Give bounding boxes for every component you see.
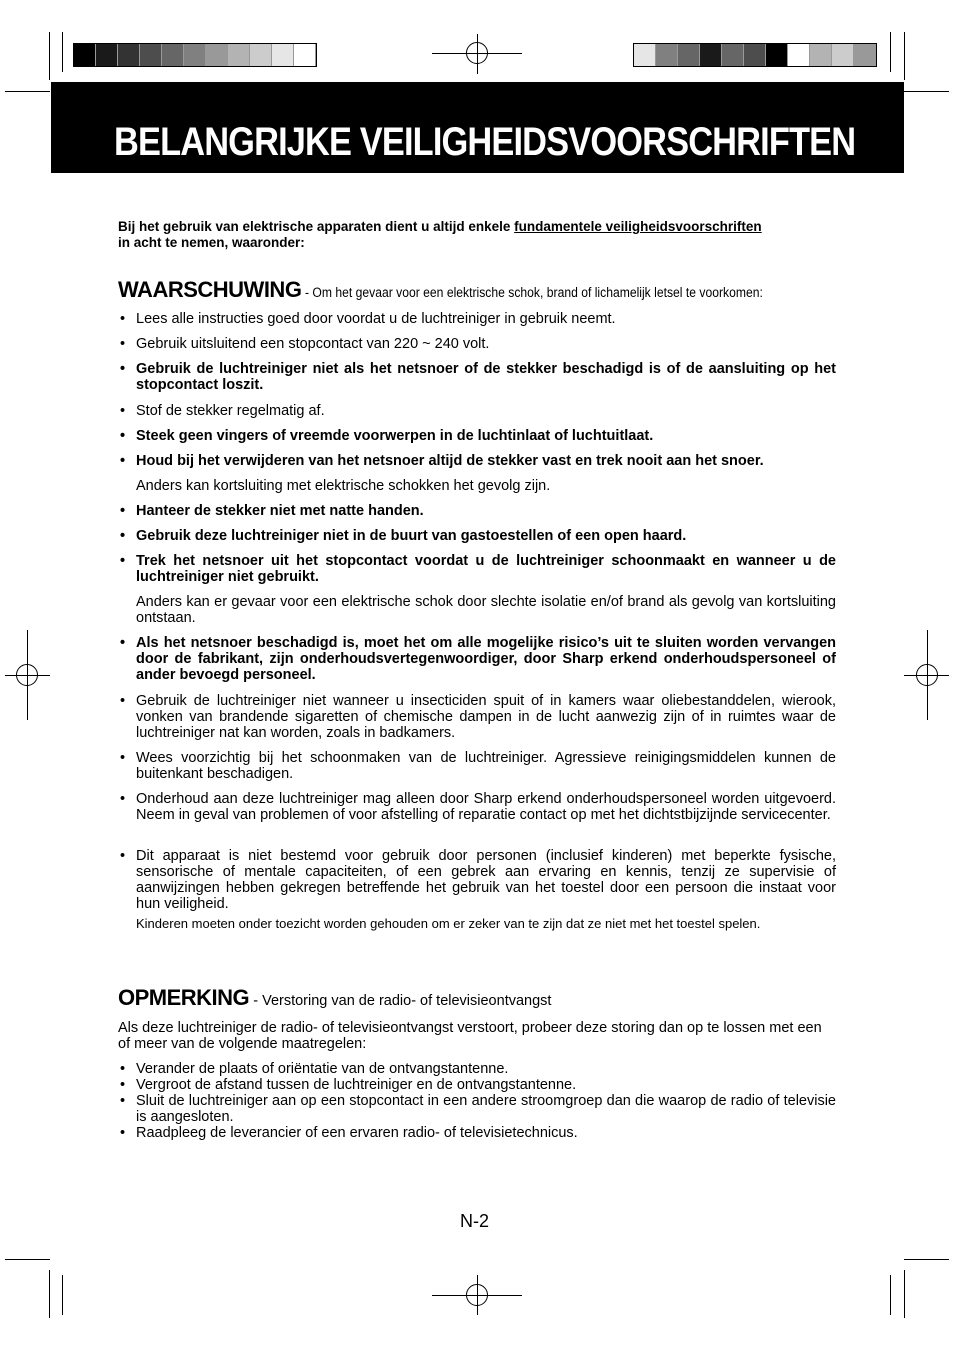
warning-item: • Stof de stekker regelmatig af. xyxy=(120,403,325,419)
warning-note: Anders kan er gevaar voor een elektrische schok door slechte isolatie en/of brand als gevolg van kortsluiting ontstaan. xyxy=(136,594,836,626)
warning-item: • Steek geen vingers of vreemde voorwerpen in de luchtinlaat of luchtuitlaat. xyxy=(120,428,654,444)
note-item: • Raadpleeg de leverancier of een ervaren radio- of televisietechnicus. xyxy=(120,1125,578,1141)
page-title: BELANGRIJKE VEILIGHEIDSVOORSCHRIFTEN xyxy=(114,120,856,164)
note-intro: Als deze luchtreiniger de radio- of televisieontvangst verstoort, probeer deze storing dan op te lossen met een of meer van de volgende maatregelen: xyxy=(118,1020,822,1052)
warning-item: • Gebruik deze luchtreiniger niet in de buurt van gastoestellen of een open haard. xyxy=(120,528,687,544)
color-calibration-strip-left xyxy=(73,43,317,67)
warning-subtitle: - Om het gevaar voor een elektrische schok, brand of lichamelijk letsel te voorkomen: xyxy=(305,285,764,300)
warning-item: • Gebruik uitsluitend een stopcontact van 220 ~ 240 volt. xyxy=(120,336,490,352)
note-item: • Vergroot de afstand tussen de luchtreiniger en de ontvangstantenne. xyxy=(120,1077,577,1093)
warning-note: Kinderen moeten onder toezicht worden gehouden om er zeker van te zijn dat ze niet met het toestel spelen. xyxy=(136,916,761,931)
intro-text-continued: in acht te nemen, waaronder: xyxy=(118,235,305,250)
note-item: • Verander de plaats of oriëntatie van de ontvangstantenne. xyxy=(120,1061,509,1077)
title-bar xyxy=(51,82,904,173)
warning-header xyxy=(118,279,836,304)
warning-item: • Gebruik de luchtreiniger niet als het netsnoer of de stekker beschadigd is of de aansluiting op het stopcontact loszit. xyxy=(120,361,836,393)
warning-item: • Wees voorzichtig bij het schoonmaken van de luchtreiniger. Agressieve reinigingsmiddelen kunnen de buitenkant beschadigen. xyxy=(120,750,836,782)
warning-note: Anders kan kortsluiting met elektrische schokken het gevolg zijn. xyxy=(136,478,551,494)
warning-item: • Hanteer de stekker niet met natte handen. xyxy=(120,503,424,519)
intro-text: Bij het gebruik van elektrische apparaten dient u altijd enkele xyxy=(118,219,515,234)
intro-paragraph xyxy=(118,219,836,251)
warning-item: • Lees alle instructies goed door voordat u de luchtreiniger in gebruik neemt. xyxy=(120,311,616,327)
warning-item: • Onderhoud aan deze luchtreiniger mag alleen door Sharp erkend onderhoudspersoneel worden uitgevoerd. Neem in geval van problemen of voor afstelling of reparatie contact op met het dichtstbijzijnde servicecenter. xyxy=(120,791,836,823)
page-number: N-2 xyxy=(460,1211,490,1231)
warning-item: • Houd bij het verwijderen van het netsnoer altijd de stekker vast en trek nooit aan het snoer. xyxy=(120,453,764,469)
color-calibration-strip-right xyxy=(633,43,877,67)
note-header xyxy=(118,986,836,1013)
intro-underlined-text: fundamentele veiligheidsvoorschriften xyxy=(514,219,762,234)
warning-item: • Gebruik de luchtreiniger niet wanneer u insecticiden spuit of in kamers waar oliebestanddelen, wierook, vonken van brandende sigaretten of chemische dampen in de lucht aanwezig zijn of in ruimtes waar de luchtreiniger nat kan worden, zoals in badkamers. xyxy=(120,693,836,741)
note-item: • Sluit de luchtreiniger aan op een stopcontact in een andere stroomgroep dan die waarop de radio of televisie is aangesloten. xyxy=(120,1093,836,1125)
note-subtitle: - Verstoring van de radio- of televisieontvangst xyxy=(253,993,552,1009)
warning-item: • Trek het netsnoer uit het stopcontact voordat u de luchtreiniger schoonmaakt en wanneer u de luchtreiniger niet gebruikt. xyxy=(120,553,836,585)
warning-item: • Als het netsnoer beschadigd is, moet het om alle mogelijke risico’s uit te sluiten worden vervangen door de fabrikant, zijn onderhoudsvertegenwoordiger, door Sharp erkend onderhoudspersoneel of ander bevoegd personeel. xyxy=(120,635,836,683)
warning-heading: WAARSCHUWING xyxy=(118,277,302,302)
warning-item: • Dit apparaat is niet bestemd voor gebruik door personen (inclusief kinderen) met beperkte fysische, sensorische of mentale capaciteiten, of een gebrek aan ervaring en kennis, tenzij ze supervisie of aanwijzingen hebben gekregen betreffende het gebruik van het toestel door een persoon die instaat voor hun veiligheid. xyxy=(120,848,836,912)
note-heading: OPMERKING xyxy=(118,985,250,1010)
